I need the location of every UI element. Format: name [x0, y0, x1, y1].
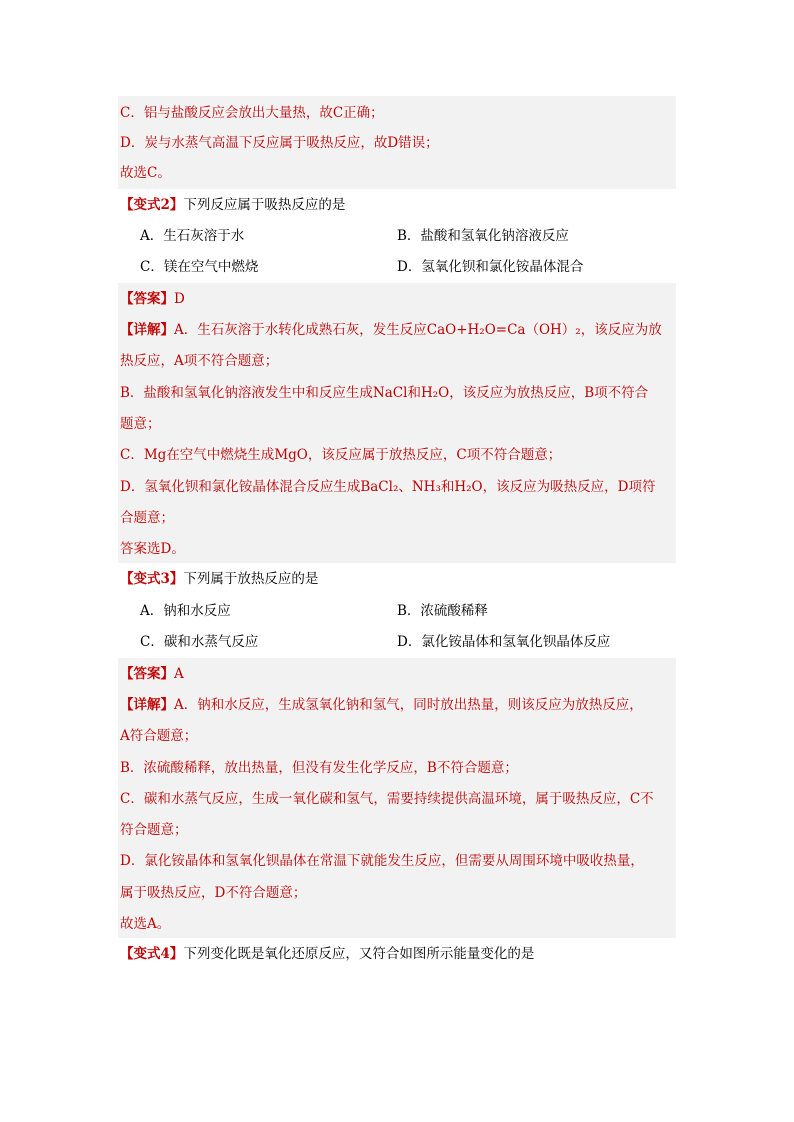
answer-line — [120, 289, 676, 309]
option-b: B．浓硫酸稀释 — [397, 603, 488, 619]
explanation-line: C．碳和水蒸气反应，生成一氧化碳和氢气，需要持续提供高温环境，属于吸热反应，C不 — [120, 791, 654, 807]
answer-label: 【答案】 — [120, 291, 174, 307]
text-span: ，该反应属于放热反应，C项不符合题意； — [307, 447, 562, 463]
text-span: A．生石灰溶于水转化成熟石灰，发生反应 — [174, 322, 427, 338]
option-b: B．盐酸和氢氧化钠溶液反应 — [397, 228, 569, 244]
text-span: 在空气中燃烧生成 — [166, 447, 275, 463]
question-text: 下列变化既是氧化还原反应，又符合如图所示能量变化的是 — [183, 946, 535, 962]
question-stem — [120, 195, 676, 215]
question-text: 下列属于放热反应的是 — [183, 571, 319, 587]
answer-line — [120, 664, 676, 684]
text-span: ，该反应为放 — [580, 322, 662, 338]
question-tag: 【变式4】 — [120, 946, 184, 962]
explanation-line: 题意； — [120, 416, 161, 432]
explanation-line — [120, 320, 676, 340]
explanation-line: 答案选D。 — [120, 541, 185, 557]
option-d: D．氯化铵晶体和氢氧化钡晶体反应 — [397, 634, 611, 650]
explanation-line: C．铝与盐酸反应会放出大量热，故C正确； — [120, 105, 384, 121]
explanation-line — [120, 445, 676, 465]
explanation-line: 故选A。 — [120, 916, 171, 932]
question-tag: 【变式2】 — [120, 197, 184, 213]
explanation-line: 合题意； — [120, 510, 174, 526]
detail-label: 【详解】 — [120, 322, 174, 338]
formula: H₂O — [454, 479, 483, 495]
text-span: 和 — [440, 479, 455, 495]
explanation-line: A符合题意； — [120, 728, 198, 744]
explanation-line: 属于吸热反应，D不符合题意； — [120, 885, 307, 901]
question-text: 下列反应属于吸热反应的是 — [183, 197, 346, 213]
explanation-line: D．炭与水蒸气高温下反应属于吸热反应，故D错误； — [120, 135, 439, 151]
option-c: C．镁在空气中燃烧 — [140, 259, 259, 275]
question-stem — [120, 944, 676, 964]
question-tag: 【变式3】 — [120, 571, 184, 587]
answer-label: 【答案】 — [120, 666, 174, 682]
question-stem — [120, 569, 676, 589]
formula: Mg — [143, 447, 167, 463]
text-span: 和 — [407, 385, 421, 401]
answer-value: D — [174, 291, 185, 307]
detail-label: 【详解】 — [120, 697, 174, 713]
text-span: ，该反应为放热反应，B项不符合 — [449, 385, 649, 401]
formula: MgO — [274, 447, 308, 463]
text-span: C． — [120, 447, 144, 463]
explanation-line — [120, 695, 676, 715]
option-d: D．氢氧化钡和氯化铵晶体混合 — [397, 259, 584, 275]
formula: H₂O — [420, 385, 450, 401]
option-a: A．钠和水反应 — [140, 603, 231, 619]
answer-value: A — [174, 666, 184, 682]
formula: BaCl₂ — [360, 479, 399, 495]
explanation-line: 故选C。 — [120, 165, 171, 181]
formula: NH₃ — [411, 479, 441, 495]
option-a: A．生石灰溶于水 — [140, 228, 245, 244]
text-span: ，该反应为吸热反应，D项符 — [482, 479, 656, 495]
explanation-line: D．氯化铵晶体和氢氧化钡晶体在常温下就能发生反应，但需要从周围环境中吸收热量， — [120, 853, 644, 869]
text-span: 、 — [398, 479, 412, 495]
explanation-line — [120, 477, 676, 497]
explanation-line: B．浓硫酸稀释，放出热量，但没有发生化学反应，B不符合题意； — [120, 760, 518, 776]
text-span: D．氢氧化钡和氯化铵晶体混合反应生成 — [120, 479, 361, 495]
formula: NaCl — [372, 385, 408, 401]
option-c: C．碳和水蒸气反应 — [140, 634, 259, 650]
explanation-line: 热反应，A项不符合题意； — [120, 353, 279, 369]
formula: CaO+H₂O=Ca（OH）₂ — [426, 322, 581, 338]
explanation-line — [120, 383, 676, 403]
text-span: A．钠和水反应，生成氢氧化钠和氢气，同时放出热量，则该反应为放热反应， — [174, 697, 643, 713]
text-span: B．盐酸和氢氧化钠溶液发生中和反应生成 — [120, 385, 373, 401]
explanation-line: 符合题意； — [120, 822, 188, 838]
